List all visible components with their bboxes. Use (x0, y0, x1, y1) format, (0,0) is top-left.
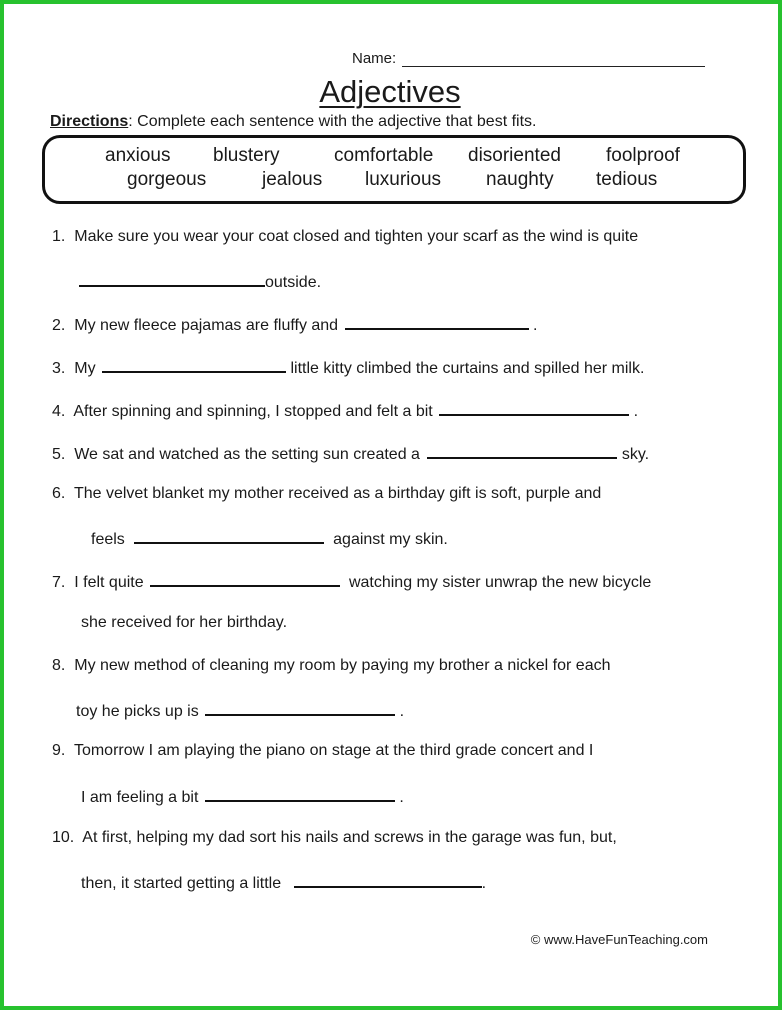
question-number: 10. (52, 829, 75, 846)
question-1 (52, 228, 638, 246)
question-1-cont (79, 271, 321, 292)
question-number: 8. (52, 657, 66, 674)
question-text: My new method of cleaning my room by paying my brother a nickel for each (74, 657, 611, 674)
question-3 (52, 357, 644, 378)
question-text: . (633, 403, 639, 420)
word-bank-item: naughty (486, 169, 554, 190)
word-bank-item: luxurious (365, 169, 442, 190)
question-text: sky. (621, 446, 650, 463)
answer-blank[interactable] (134, 528, 324, 544)
directions-label: Directions (50, 113, 129, 130)
question-number: 3. (52, 360, 66, 377)
word-bank (42, 135, 746, 204)
question-9 (52, 742, 593, 760)
word-bank-item: comfortable (334, 145, 434, 166)
answer-blank[interactable] (345, 314, 529, 330)
question-text: My (74, 360, 96, 377)
name-label: Name: (352, 50, 397, 67)
question-text: I am feeling a bit (81, 789, 199, 806)
question-text: against my skin. (333, 531, 448, 548)
question-number: 7. (52, 574, 66, 591)
copyright-footer: © www.HaveFunTeaching.com (530, 932, 708, 947)
question-text: . (399, 789, 404, 806)
word-bank-item: blustery (213, 145, 280, 166)
question-text: then, it started getting a little (81, 875, 282, 892)
answer-blank[interactable] (205, 700, 395, 716)
question-8 (52, 657, 610, 675)
name-blank[interactable] (402, 52, 705, 67)
question-text: My new fleece pajamas are fluffy and (74, 317, 339, 334)
question-text: toy he picks up is (76, 703, 199, 720)
word-bank-item: disoriented (468, 145, 561, 166)
word-bank-item: gorgeous (127, 169, 207, 190)
question-text: feels (91, 531, 125, 548)
question-10 (52, 829, 617, 847)
question-6 (52, 485, 601, 503)
question-text: outside. (265, 274, 322, 291)
name-field (352, 50, 705, 67)
question-number: 2. (52, 317, 66, 334)
question-4 (52, 400, 638, 421)
answer-blank[interactable] (294, 872, 482, 888)
word-bank-item: anxious (105, 145, 171, 166)
page-title: Adjectives (319, 74, 461, 109)
question-text: . (399, 703, 405, 720)
question-number: 9. (52, 742, 66, 759)
question-number: 6. (52, 485, 66, 502)
question-number: 5. (52, 446, 66, 463)
answer-blank[interactable] (427, 443, 617, 459)
question-text: I felt quite (74, 574, 144, 591)
answer-blank[interactable] (439, 400, 629, 416)
question-number: 4. (52, 403, 66, 420)
question-text: At first, helping my dad sort his nails and screws in the garage was fun, but, (82, 829, 617, 846)
question-7-cont (81, 614, 287, 632)
question-9-cont (81, 786, 404, 807)
question-text: Tomorrow I am playing the piano on stage at the third grade concert and I (73, 742, 594, 759)
question-number: 1. (52, 228, 66, 245)
question-text: little kitty climbed the curtains and spilled her milk. (290, 360, 645, 377)
question-text: Make sure you wear your coat closed and tighten your scarf as the wind is quite (74, 228, 639, 245)
word-bank-item: jealous (262, 169, 323, 190)
word-bank-item: foolproof (606, 145, 680, 166)
answer-blank[interactable] (79, 271, 265, 287)
question-6-cont (91, 528, 448, 549)
question-5 (52, 443, 649, 464)
question-text: . (532, 317, 538, 334)
directions-text: : Complete each sentence with the adjective that best fits. (128, 113, 537, 130)
question-8-cont (76, 700, 404, 721)
question-text: . (481, 875, 487, 892)
question-7 (52, 571, 651, 592)
question-text: she received for her birthday. (81, 614, 288, 631)
question-text: After spinning and spinning, I stopped and felt a bit (73, 403, 433, 420)
word-bank-item: tedious (596, 169, 658, 190)
answer-blank[interactable] (150, 571, 340, 587)
question-text: The velvet blanket my mother received as a birthday gift is soft, purple and (73, 485, 602, 502)
answer-blank[interactable] (205, 786, 395, 802)
question-text: watching my sister unwrap the new bicycle (348, 574, 652, 591)
question-text: We sat and watched as the setting sun created a (74, 446, 420, 463)
question-10-cont (81, 872, 486, 893)
question-2 (52, 314, 537, 335)
answer-blank[interactable] (102, 357, 286, 373)
directions (50, 113, 536, 131)
